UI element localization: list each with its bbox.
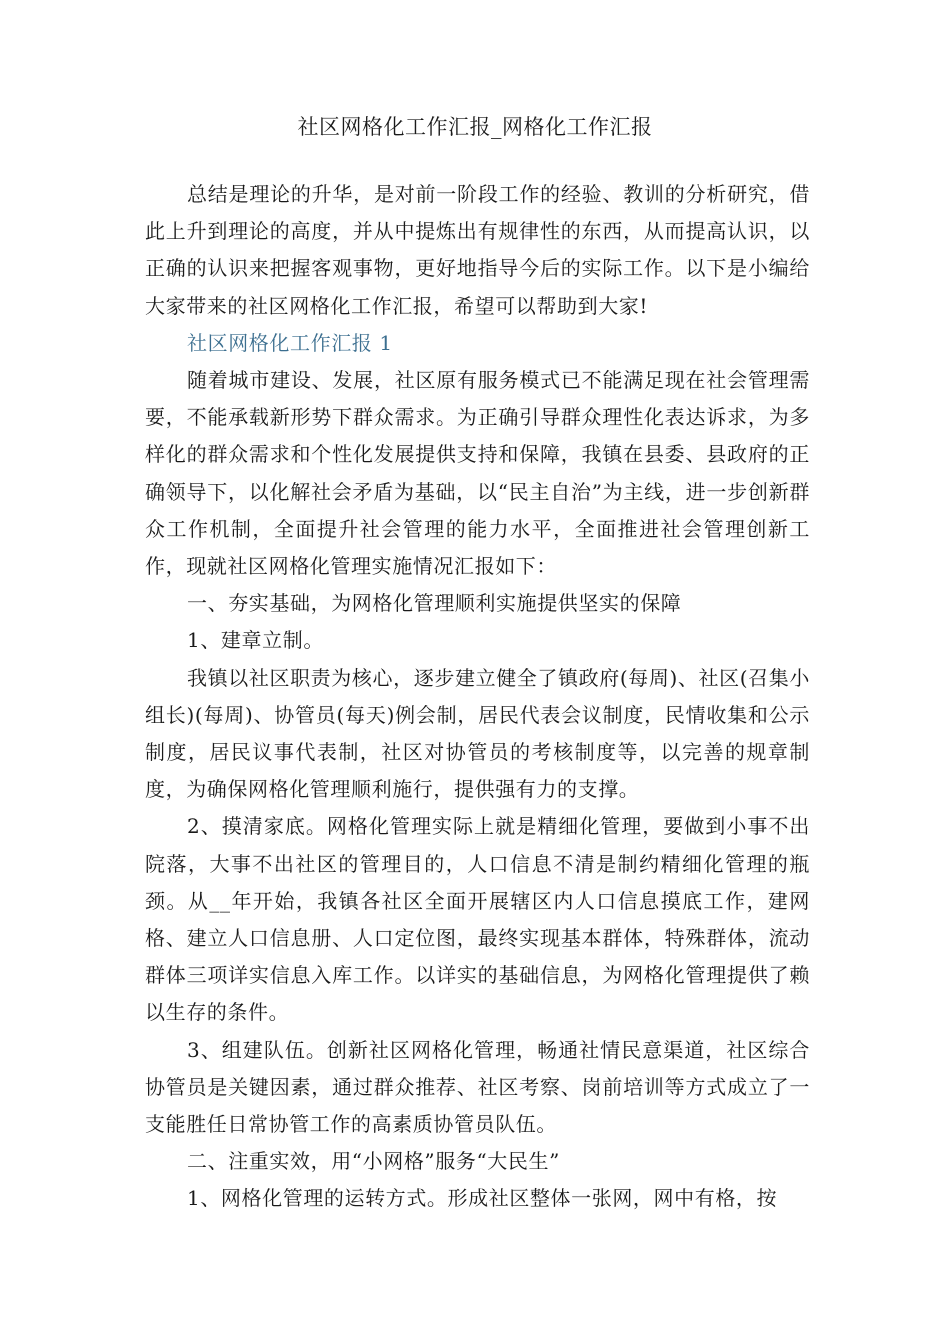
section-heading-part-1: 一、夯实基础，为网格化管理顺利实施提供坚实的保障: [187, 591, 682, 616]
intro-paragraph: 总结是理论的升华，是对前一阶段工作的经验、教训的分析研究，借此上升到理论的高度，并从中提炼出有规律性的东西，从而提高认识，以正确的认识来把握客观事物，更好地指导今后的实际工作。以下是小编给大家带来的社区网格化工作汇报，希望可以帮助到大家!: [145, 182, 810, 318]
section-heading-part-2: 二、注重实效，用“小网格”服务“大民生”: [187, 1149, 560, 1174]
body-paragraph: 1、网格化管理的运转方式。形成社区整体一张网，网中有格，按: [187, 1186, 778, 1211]
body-paragraph: 我镇以社区职责为核心，逐步建立健全了镇政府(每周)、社区(召集小组长)(每周)、协管员(每天)例会制，居民代表会议制度，民情收集和公示制度，居民议事代表制，社区对协管员的考核制度等，以完善的规章制度，为确保网格化管理顺利施行，提供强有力的支撑。: [145, 665, 810, 802]
body-paragraph: 2、摸清家底。网格化管理实际上就是精细化管理，要做到小事不出院落，大事不出社区的管理目的，人口信息不清是制约精细化管理的瓶颈。从__年开始，我镇各社区全面开展辖区内人口信息摸底工作，建网格、建立人口信息册、人口定位图，最终实现基本群体，特殊群体，流动群体三项详实信息入库工作。以详实的基础信息，为网格化管理提供了赖以生存的条件。: [145, 814, 810, 1025]
document-title: 社区网格化工作汇报_网格化工作汇报: [297, 115, 653, 139]
section-heading-report-1: 社区网格化工作汇报 1: [187, 330, 393, 355]
document-body: [145, 176, 810, 1218]
body-paragraph: 随着城市建设、发展，社区原有服务模式已不能满足现在社会管理需要，不能承载新形势下群众需求。为正确引导群众理性化表达诉求，为多样化的群众需求和个性化发展提供支持和保障，我镇在县委、县政府的正确领导下，以化解社会矛盾为基础，以“民主自治”为主线，进一步创新群众工作机制，全面提升社会管理的能力水平，全面推进社会管理创新工作，现就社区网格化管理实施情况汇报如下：: [145, 368, 810, 579]
item-heading-1: 1、建章立制。: [187, 628, 324, 653]
body-paragraph: 3、组建队伍。创新社区网格化管理，畅通社情民意渠道，社区综合协管员是关键因素，通过群众推荐、社区考察、岗前培训等方式成立了一支能胜任日常协管工作的高素质协管员队伍。: [145, 1037, 810, 1137]
